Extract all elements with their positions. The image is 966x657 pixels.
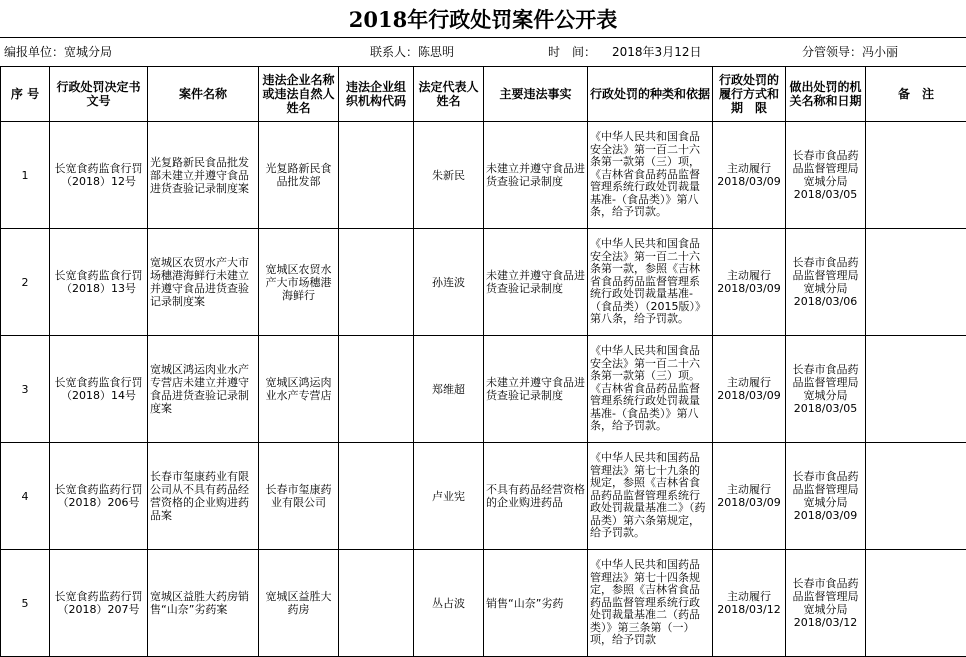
method-text: 主动履行 — [715, 590, 783, 603]
cell-case-name: 宽城区鸿运肉业水产专营店未建立并遵守食品进货查验记录制度案 — [148, 336, 259, 443]
cell-doc-no: 长宽食药监药行罚（2018）206号 — [50, 443, 148, 550]
cell-seq: 4 — [1, 443, 50, 550]
page-title: 2018年行政处罚案件公开表 — [0, 0, 966, 38]
cell-seq: 3 — [1, 336, 50, 443]
unit-value: 宽城分局 — [64, 45, 112, 59]
cell-facts: 未建立并遵守食品进货查验记录制度 — [484, 122, 588, 229]
cell-authority — [786, 336, 866, 443]
cell-authority — [786, 122, 866, 229]
cell-case-name: 长春市玺康药业有限公司从不具有药品经营资格的企业购进药品案 — [148, 443, 259, 550]
header-remark: 备 注 — [866, 67, 966, 122]
authority-date: 2018/03/05 — [788, 188, 863, 201]
table-row — [1, 550, 966, 657]
cell-legal-rep: 孙连波 — [414, 229, 484, 336]
authority-text: 长春市食品药品监督管理局宽城分局 — [788, 577, 863, 616]
time-info — [548, 43, 701, 60]
cell-legal-rep: 丛占波 — [414, 550, 484, 657]
cell-penalty: 《中华人民共和国食品安全法》第一百二十六条第一款第（三）项，《吉林省食品药品监督管理系统行政处罚裁量基准-（食品类）》第八条，给予罚款。 — [588, 122, 713, 229]
time-value: 2018年3月12日 — [612, 45, 701, 59]
contact-label: 联系人： — [370, 45, 418, 59]
header-penalty: 行政处罚的种类和依据 — [588, 67, 713, 122]
cell-org-code — [339, 122, 414, 229]
cell-seq: 5 — [1, 550, 50, 657]
penalty-table — [0, 66, 966, 657]
method-date: 2018/03/09 — [715, 389, 783, 402]
header-org-code: 违法企业组织机构代码 — [339, 67, 414, 122]
cell-method — [713, 122, 786, 229]
cell-seq: 1 — [1, 122, 50, 229]
cell-remark — [866, 122, 966, 229]
method-date: 2018/03/09 — [715, 496, 783, 509]
authority-date: 2018/03/12 — [788, 616, 863, 629]
cell-violator: 长春市玺康药业有限公司 — [259, 443, 339, 550]
header-method: 行政处罚的履行方式和期 限 — [713, 67, 786, 122]
table-row — [1, 443, 966, 550]
authority-text: 长春市食品药品监督管理局宽城分局 — [788, 256, 863, 295]
cell-violator: 宽城区益胜大药房 — [259, 550, 339, 657]
header-row — [1, 67, 966, 122]
unit-info — [4, 43, 112, 60]
leader-value: 冯小丽 — [862, 45, 898, 59]
method-date: 2018/03/09 — [715, 175, 783, 188]
header-legal-rep: 法定代表人姓名 — [414, 67, 484, 122]
cell-penalty: 《中华人民共和国药品管理法》第七十九条的规定，参照《吉林省食品药品监督管理系统行政处罚裁量基准二》（药品类）第六条第规定，给予罚款。 — [588, 443, 713, 550]
table-row — [1, 336, 966, 443]
method-date: 2018/03/12 — [715, 603, 783, 616]
cell-org-code — [339, 336, 414, 443]
table-row — [1, 229, 966, 336]
time-label: 时 间： — [548, 45, 596, 59]
cell-method — [713, 550, 786, 657]
authority-text: 长春市食品药品监督管理局宽城分局 — [788, 149, 863, 188]
method-text: 主动履行 — [715, 376, 783, 389]
method-text: 主动履行 — [715, 483, 783, 496]
cell-doc-no: 长宽食药监食行罚（2018）13号 — [50, 229, 148, 336]
cell-penalty: 《中华人民共和国药品管理法》第七十四条规定，参照《吉林省食品药品监督管理系统行政处罚裁量基准二（药品类）》第三条第（一）项，给予罚款 — [588, 550, 713, 657]
cell-violator: 宽城区农贸水产大市场穗港海鲜行 — [259, 229, 339, 336]
header-seq: 序 号 — [1, 67, 50, 122]
method-date: 2018/03/09 — [715, 282, 783, 295]
cell-method — [713, 336, 786, 443]
cell-doc-no: 长宽食药监食行罚（2018）14号 — [50, 336, 148, 443]
cell-remark — [866, 550, 966, 657]
cell-facts: 不具有药品经营资格的企业购进药品 — [484, 443, 588, 550]
cell-penalty: 《中华人民共和国食品安全法》第一百二十六条第一款，参照《吉林省食品药品监督管理系统行政处罚裁量基准-（食品类）（2015版）》第八条，给予罚款。 — [588, 229, 713, 336]
unit-label: 编报单位： — [4, 45, 64, 59]
cell-authority — [786, 443, 866, 550]
cell-case-name: 宽城区农贸水产大市场穗港海鲜行未建立并遵守食品进货查验记录制度案 — [148, 229, 259, 336]
cell-org-code — [339, 229, 414, 336]
cell-facts: 销售“山奈”劣药 — [484, 550, 588, 657]
cell-violator: 宽城区鸿运肉业水产专营店 — [259, 336, 339, 443]
header-case-name: 案件名称 — [148, 67, 259, 122]
cell-org-code — [339, 443, 414, 550]
cell-remark — [866, 229, 966, 336]
cell-doc-no: 长宽食药监食行罚（2018）12号 — [50, 122, 148, 229]
header-authority: 做出处罚的机关名称和日期 — [786, 67, 866, 122]
authority-text: 长春市食品药品监督管理局宽城分局 — [788, 470, 863, 509]
contact-value: 陈思明 — [418, 45, 454, 59]
authority-date: 2018/03/06 — [788, 295, 863, 308]
authority-text: 长春市食品药品监督管理局宽城分局 — [788, 363, 863, 402]
cell-case-name: 光复路新民食品批发部未建立并遵守食品进货查验记录制度案 — [148, 122, 259, 229]
authority-date: 2018/03/05 — [788, 402, 863, 415]
cell-remark — [866, 336, 966, 443]
cell-method — [713, 229, 786, 336]
cell-violator: 光复路新民食品批发部 — [259, 122, 339, 229]
method-text: 主动履行 — [715, 162, 783, 175]
cell-authority — [786, 229, 866, 336]
cell-remark — [866, 443, 966, 550]
leader-label: 分管领导： — [802, 45, 862, 59]
cell-legal-rep: 郑维超 — [414, 336, 484, 443]
cell-legal-rep: 卢业宪 — [414, 443, 484, 550]
header-violator: 违法企业名称或违法自然人姓名 — [259, 67, 339, 122]
cell-doc-no: 长宽食药监药行罚（2018）207号 — [50, 550, 148, 657]
cell-authority — [786, 550, 866, 657]
authority-date: 2018/03/09 — [788, 509, 863, 522]
header-facts: 主要违法事实 — [484, 67, 588, 122]
leader-info — [802, 43, 898, 60]
contact-info — [370, 43, 454, 60]
table-row — [1, 122, 966, 229]
method-text: 主动履行 — [715, 269, 783, 282]
cell-facts: 未建立并遵守食品进货查验记录制度 — [484, 336, 588, 443]
cell-seq: 2 — [1, 229, 50, 336]
header-doc-no: 行政处罚决定书文号 — [50, 67, 148, 122]
cell-case-name: 宽城区益胜大药房销售“山奈”劣药案 — [148, 550, 259, 657]
cell-facts: 未建立并遵守食品进货查验记录制度 — [484, 229, 588, 336]
info-bar — [0, 37, 966, 65]
cell-penalty: 《中华人民共和国食品安全法》第一百二十六条第一款第（三）项。《吉林省食品药品监督管理系统行政处罚裁量基准-（食品类）》第八条，给予罚款。 — [588, 336, 713, 443]
cell-org-code — [339, 550, 414, 657]
cell-legal-rep: 朱新民 — [414, 122, 484, 229]
cell-method — [713, 443, 786, 550]
